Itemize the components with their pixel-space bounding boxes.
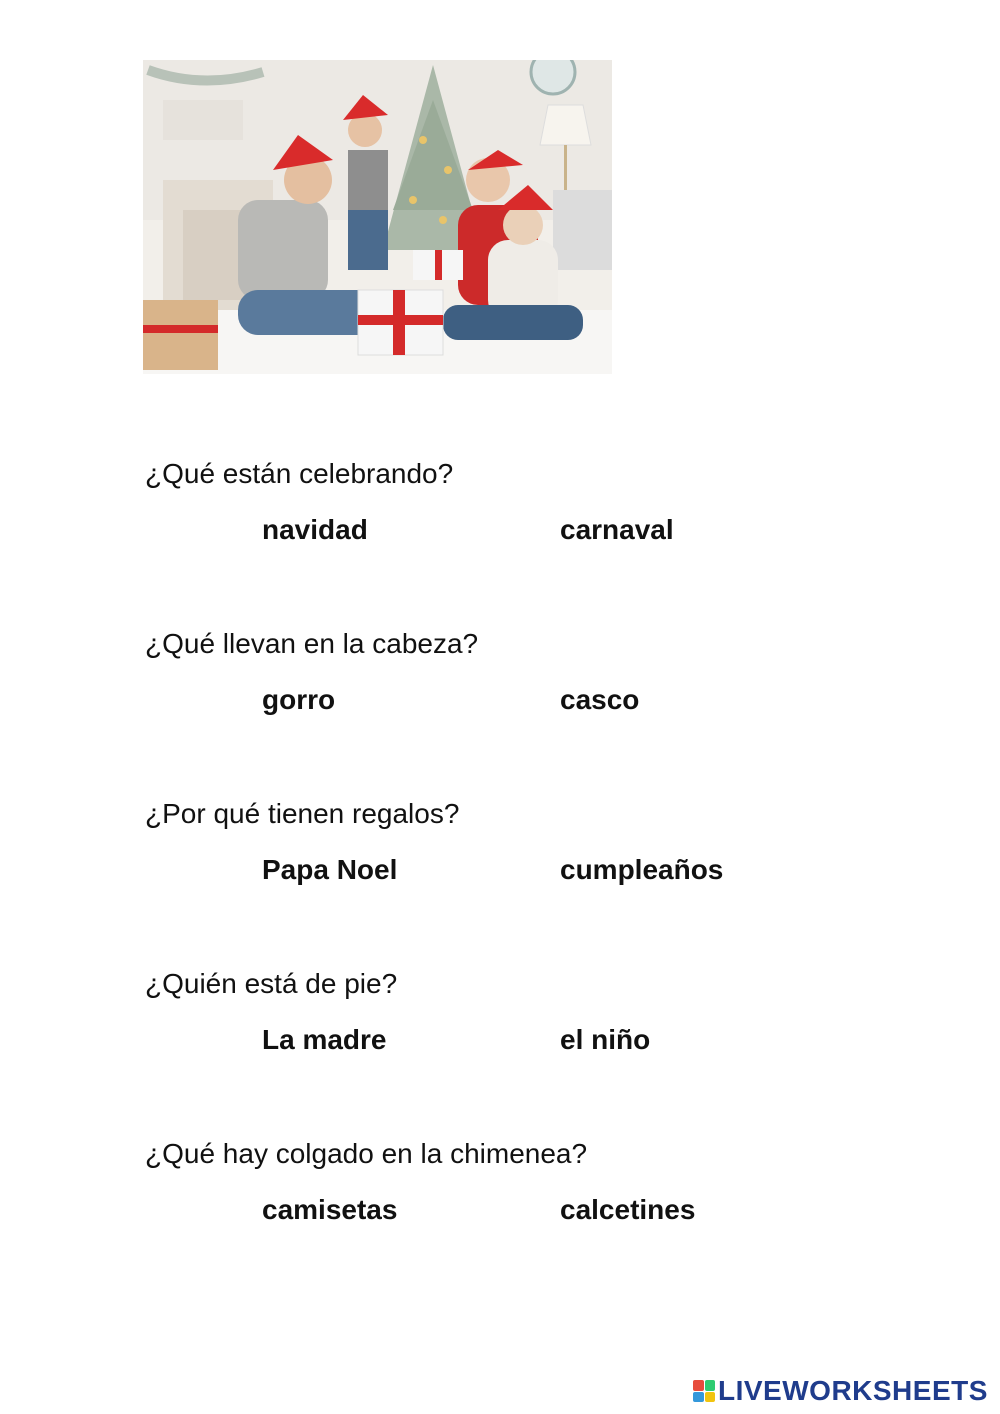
logo-square-blue xyxy=(693,1392,704,1403)
logo-square-red xyxy=(693,1380,704,1391)
option-calcetines[interactable]: calcetines xyxy=(560,1194,696,1225)
option-cumpleanos[interactable]: cumpleaños xyxy=(560,854,724,885)
brand-squares-icon xyxy=(693,1380,715,1402)
option-camisetas[interactable]: camisetas xyxy=(262,1194,398,1225)
option-navidad[interactable]: navidad xyxy=(262,514,368,545)
question-5: ¿Qué hay colgado en la chimenea? xyxy=(145,1138,588,1169)
option-la-madre[interactable]: La madre xyxy=(262,1024,387,1055)
question-3: ¿Por qué tienen regalos? xyxy=(145,798,460,829)
option-papa-noel[interactable]: Papa Noel xyxy=(262,854,398,885)
option-carnaval[interactable]: carnaval xyxy=(560,514,674,545)
brand-name: LIVEWORKSHEETS xyxy=(718,1375,988,1406)
question-2: ¿Qué llevan en la cabeza? xyxy=(145,628,479,659)
liveworksheets-logo xyxy=(693,1375,988,1407)
question-1: ¿Qué están celebrando? xyxy=(145,458,454,489)
question-4: ¿Quién está de pie? xyxy=(145,968,398,999)
option-el-nino[interactable]: el niño xyxy=(560,1024,651,1055)
logo-square-yellow xyxy=(705,1392,716,1403)
christmas-family-photo xyxy=(143,60,612,374)
option-gorro[interactable]: gorro xyxy=(262,684,336,715)
logo-square-green xyxy=(705,1380,716,1391)
option-casco[interactable]: casco xyxy=(560,684,640,715)
